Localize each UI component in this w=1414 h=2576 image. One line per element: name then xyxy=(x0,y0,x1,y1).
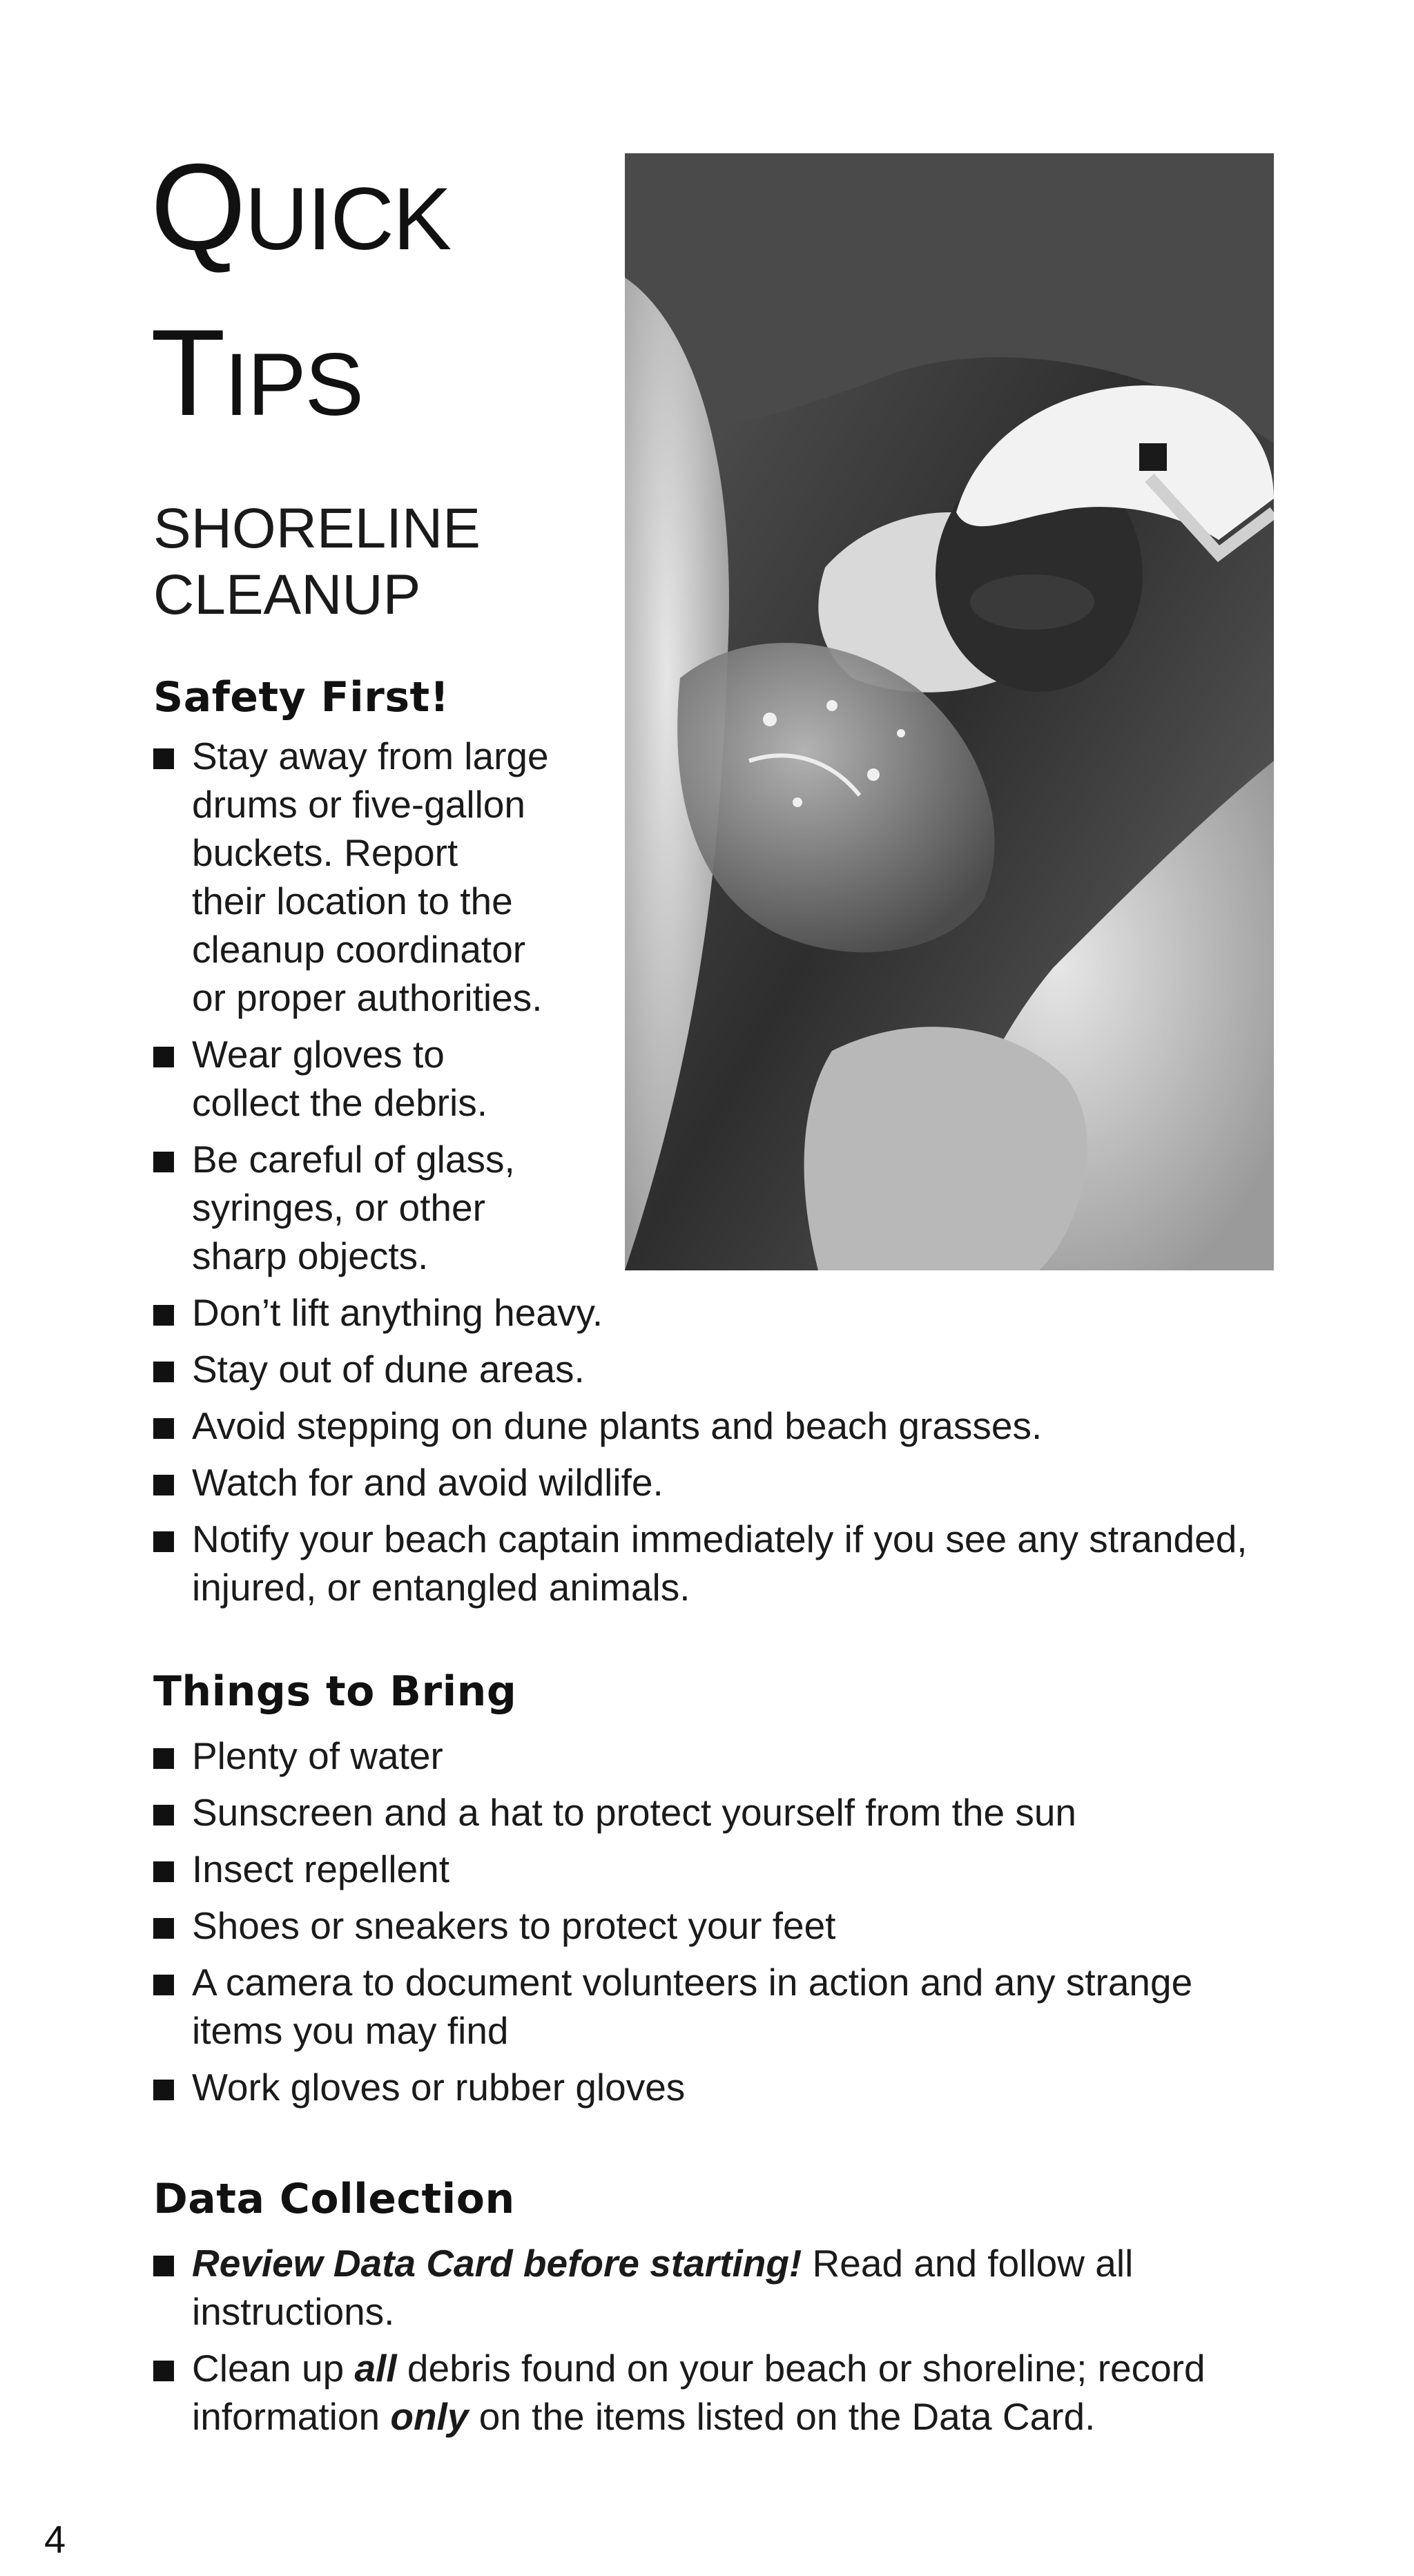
list-item: Insect repellent xyxy=(153,1845,1192,1893)
title-rest-1: UICK xyxy=(244,170,451,269)
bullet-square-icon xyxy=(153,1152,174,1172)
bullet-square-icon xyxy=(153,1975,174,1995)
subtitle-line-1: SHORELINE xyxy=(153,497,481,560)
bullet-square-icon xyxy=(153,1531,174,1552)
bring-list xyxy=(153,1732,1192,2120)
bullet-square-icon xyxy=(153,2361,174,2381)
bullet-square-icon xyxy=(153,1475,174,1495)
list-item: Watch for and avoid wildlife. xyxy=(153,1458,1248,1507)
list-item: Review Data Card before starting! Read and follow all instructions. xyxy=(153,2239,1205,2336)
data-collection-heading: Data Collection xyxy=(153,2175,515,2223)
list-item: Notify your beach captain immediately if you see any stranded, injured, or entangled animals. xyxy=(153,1515,1248,1611)
bullet-square-icon xyxy=(153,2256,174,2276)
section-subtitle xyxy=(153,496,481,628)
bullet-square-icon xyxy=(153,1418,174,1439)
data-collection-list xyxy=(153,2239,1205,2449)
bullet-square-icon xyxy=(153,1047,174,1067)
bullet-square-icon xyxy=(153,1805,174,1826)
list-item: Clean up all debris found on your beach or shoreline; record information only on the items listed on the Data Card. xyxy=(153,2344,1205,2441)
bring-heading: Things to Bring xyxy=(153,1667,517,1716)
bullet-square-icon xyxy=(153,2080,174,2100)
subtitle-line-2: CLEANUP xyxy=(153,563,421,626)
only-emphasis: only xyxy=(390,2395,469,2438)
list-item: Stay out of dune areas. xyxy=(153,1345,1248,1393)
safety-list xyxy=(153,732,1248,1620)
page-title xyxy=(151,138,451,473)
list-item: Work gloves or rubber gloves xyxy=(153,2063,1192,2111)
bullet-square-icon xyxy=(153,748,174,769)
safety-heading: Safety First! xyxy=(153,673,449,722)
list-item: Don’t lift anything heavy. xyxy=(153,1288,1248,1337)
list-item: Stay away from large drums or five-gallon buckets. Report their location to the cleanup coordinator or proper authorities. xyxy=(153,732,1248,1022)
list-item: Sunscreen and a hat to protect yourself from the sun xyxy=(153,1788,1192,1837)
list-item: A camera to document volunteers in action and any strange items you may find xyxy=(153,1958,1192,2055)
title-rest-2: IPS xyxy=(224,336,363,434)
bullet-square-icon xyxy=(153,1748,174,1769)
list-item: Wear gloves to collect the debris. xyxy=(153,1030,1248,1127)
page-number: 4 xyxy=(44,2517,66,2561)
bullet-square-icon xyxy=(153,1918,174,1939)
all-emphasis: all xyxy=(354,2347,397,2390)
review-emphasis: Review Data Card before starting! xyxy=(192,2242,802,2285)
list-item: Shoes or sneakers to protect your feet xyxy=(153,1901,1192,1950)
list-item: Avoid stepping on dune plants and beach grasses. xyxy=(153,1402,1248,1450)
list-item: Plenty of water xyxy=(153,1732,1192,1780)
bullet-square-icon xyxy=(153,1305,174,1326)
bullet-square-icon xyxy=(153,1861,174,1882)
title-initial-q: Q xyxy=(151,138,245,275)
list-item: Be careful of glass, syringes, or other sharp objects. xyxy=(153,1135,1248,1280)
title-initial-t: T xyxy=(151,304,224,441)
bullet-square-icon xyxy=(153,1362,174,1382)
